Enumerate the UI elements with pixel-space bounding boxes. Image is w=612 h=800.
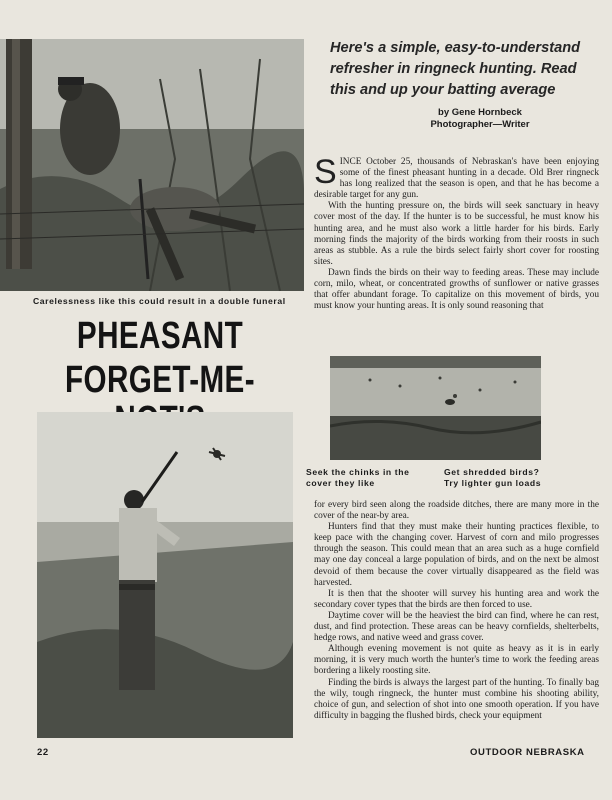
article-paragraph: SINCE October 25, thousands of Nebraskan's have been enjoying some of the finest pheasant hunting in a decade. Old Brer ringneck has long realized that the season is open, and that he has become a desirable target for any gun. [314,153,599,201]
article-paragraph: Hunters find that they must make their hunting practices flexible, to keep pace with the changing cover. Harvest of corn and milo progresses through the season. This could mean that an area such as a huge cornfield may one day conceal a large population of birds, and on the next be almost devoid of them because the cover virtually disappeared as the field was harvested. [314,522,599,588]
field-birds-photo [330,356,541,460]
field-caption-left: Seek the chinks in the cover they like [306,467,410,488]
article-paragraph: It is then that the shooter will survey his hunting area and work the secondary cover types that the birds are then forced to use. [314,588,599,610]
article-paragraph: Daytime cover will be the heaviest the bird can find, where he can rest, dust, and find protection. These areas can be heavy cornfields, shelterbelts, hedge rows, and native weed and grass cover. [314,610,599,644]
headline-line-1: PHEASANT [76,315,244,357]
article-paragraph: Dawn finds the birds on their way to feeding areas. These may include corn, milo, wheat, or concentrated growths of sunflower or native grasses that offer abundant forage. To capitalize on this movement of birds, you must know your hunting areas. It is only sound reasoning that [314,267,599,312]
byline-role: Photographer—Writer [430,119,530,130]
headline-line-2: FORGET-ME- [65,359,255,401]
article-column-2 [314,500,599,722]
article-paragraph: With the hunting pressure on, the birds will seek sanctuary in heavy cover most of the day. If the hunter is to be successful, he must know his hunting area, and he must also work a little harder for his birds. Early morning finds the majority of the birds working from their roosts in such areas as stubble. As a rule the birds select fairly short cover for roosting sites. [314,201,599,267]
field-caption-right: Get shredded birds? Try lighter gun loads [444,467,542,488]
drop-cap: S [314,153,337,191]
top-photo-caption: Carelessness like this could result in a double funeral [33,296,286,306]
fence-crossing-photo [0,39,304,291]
article-paragraph: for every bird seen along the roadside ditches, there are many more in the cover of the near-by area. [314,500,599,522]
deck-text: Here's a simple, easy-to-understand refresher in ringneck hunting. Read this and up your batting average [330,40,581,98]
publication-name: OUTDOOR NEBRASKA [470,747,585,758]
hunter-shooting-photo [37,412,293,738]
byline-author: by Gene Hornbeck [438,107,522,118]
article-paragraph: Although evening movement is not quite as heavy as it is in early morning, it is very much worth the hunter's time to work the feeding areas bordering a likely roosting site. [314,644,599,677]
article-paragraph: Finding the birds is always the largest part of the hunting. To finally bag the wily, tough ringneck, the hunter must combine his shooting ability, choice of gun, and selection of shot into one smooth operation. If you have difficulty in bagging the flushed birds, check your equipment [314,677,599,721]
page-number: 22 [37,747,49,758]
article-column-1 [314,153,599,312]
